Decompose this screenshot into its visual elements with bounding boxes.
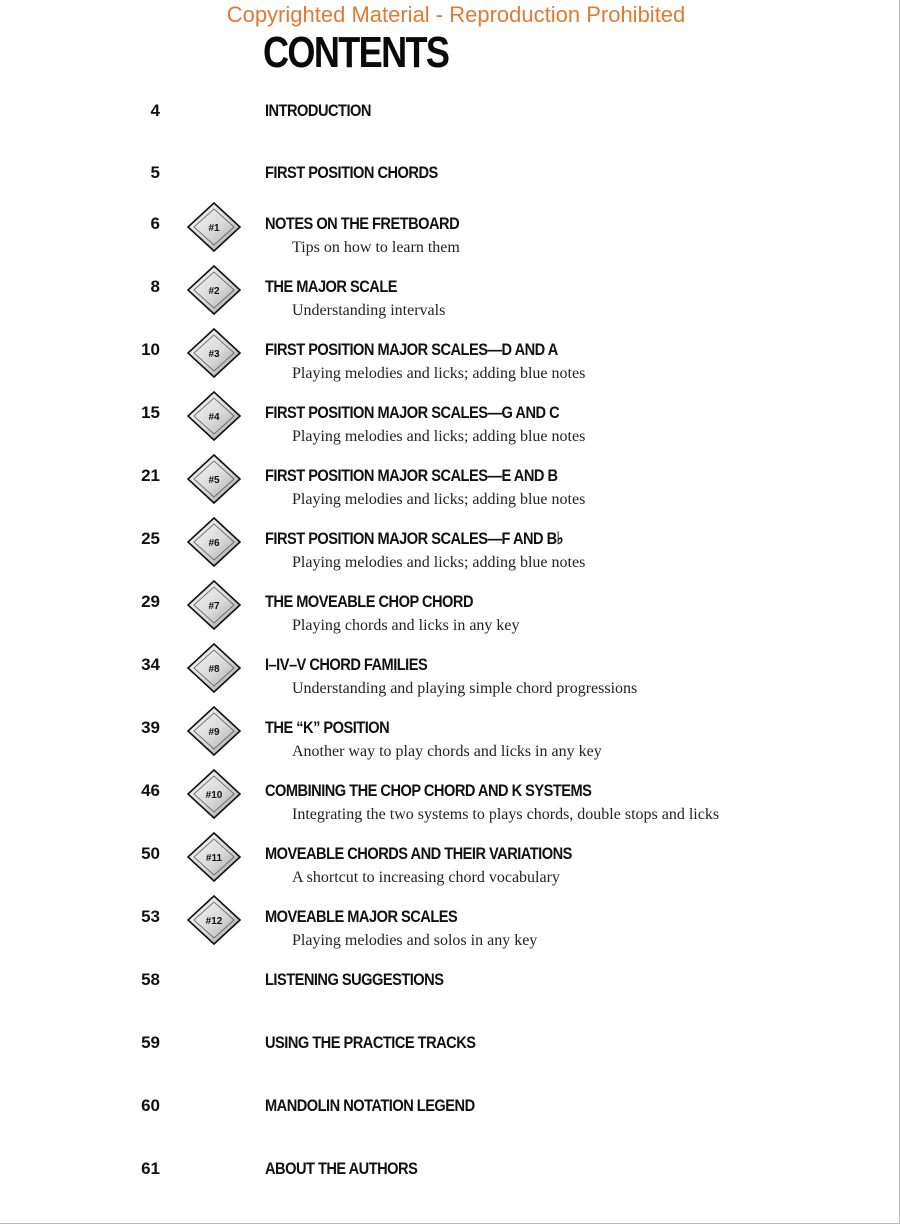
toc-page-number: 4 (150, 101, 160, 120)
toc-entry-title: FIRST POSITION CHORDS (265, 163, 438, 182)
toc-entry-subtitle: Playing melodies and licks; adding blue notes (292, 554, 586, 571)
lesson-diamond-badge (186, 264, 242, 316)
lesson-diamond-badge (186, 642, 242, 694)
toc-entry-title: ABOUT THE AUTHORS (265, 1159, 418, 1178)
toc-entry[interactable] (0, 781, 900, 841)
toc-entry[interactable] (0, 1096, 900, 1156)
lesson-number: #7 (208, 601, 220, 612)
toc-entry[interactable] (0, 1159, 900, 1219)
lesson-number: #4 (208, 412, 220, 423)
toc-entry-subtitle: Playing chords and licks in any key (292, 617, 520, 634)
toc-entry-subtitle: Tips on how to learn them (292, 239, 460, 256)
toc-entry-title: THE MOVEABLE CHOP CHORD (265, 592, 473, 611)
toc-page-number: 58 (141, 970, 160, 989)
toc-page-number: 46 (141, 781, 160, 800)
toc-entry[interactable] (0, 466, 900, 526)
toc-entry[interactable] (0, 592, 900, 652)
toc-entry-subtitle: Understanding intervals (292, 302, 446, 319)
toc-entry[interactable] (0, 403, 900, 463)
toc-page-number: 21 (141, 466, 160, 485)
toc-entry-title: FIRST POSITION MAJOR SCALES—G AND C (265, 403, 560, 422)
lesson-number: #5 (208, 475, 220, 486)
toc-page-number: 59 (141, 1033, 160, 1052)
toc-page-number: 5 (150, 163, 160, 182)
toc-page-number: 25 (141, 529, 160, 548)
toc-entry-subtitle: Playing melodies and solos in any key (292, 932, 538, 949)
toc-entry-title: FIRST POSITION MAJOR SCALES—E AND B (265, 466, 558, 485)
toc-entry-title: THE MAJOR SCALE (265, 277, 397, 296)
toc-page-number: 34 (141, 655, 160, 674)
toc-page-number: 15 (141, 403, 160, 422)
toc-entry-title: I–IV–V CHORD FAMILIES (265, 655, 428, 674)
copyright-watermark: Copyrighted Material - Reproduction Prohibited (226, 2, 686, 27)
lesson-diamond-badge (186, 894, 242, 946)
lesson-diamond-badge (186, 579, 242, 631)
toc-page-number: 60 (141, 1096, 160, 1115)
toc-entry[interactable] (0, 277, 900, 337)
toc-entry-title: COMBINING THE CHOP CHORD AND K SYSTEMS (265, 781, 592, 800)
toc-entry-title: USING THE PRACTICE TRACKS (265, 1033, 476, 1052)
toc-entry[interactable] (0, 101, 900, 161)
lesson-diamond-badge (186, 831, 242, 883)
lesson-diamond-badge (186, 768, 242, 820)
toc-entry[interactable] (0, 718, 900, 778)
lesson-number: #10 (205, 790, 223, 801)
lesson-number: #11 (205, 853, 223, 864)
toc-entry-subtitle: Playing melodies and licks; adding blue notes (292, 428, 586, 445)
toc-entry[interactable] (0, 655, 900, 715)
toc-page-number: 6 (150, 214, 160, 233)
toc-entry-title: LISTENING SUGGESTIONS (265, 970, 444, 989)
toc-page-number: 10 (141, 340, 160, 359)
toc-entry-subtitle: Playing melodies and licks; adding blue notes (292, 365, 586, 382)
toc-page-number: 29 (141, 592, 160, 611)
toc-entry[interactable] (0, 340, 900, 400)
toc-entry-title: FIRST POSITION MAJOR SCALES—D AND A (265, 340, 558, 359)
lesson-number: #6 (208, 538, 220, 549)
lesson-number: #1 (208, 223, 220, 234)
toc-page-number: 39 (141, 718, 160, 737)
lesson-number: #8 (208, 664, 220, 675)
toc-entry[interactable] (0, 214, 900, 274)
toc-entry-subtitle: A shortcut to increasing chord vocabulary (292, 869, 560, 886)
lesson-diamond-badge (186, 327, 242, 379)
toc-entry-subtitle: Playing melodies and licks; adding blue notes (292, 491, 586, 508)
toc-entry-title: FIRST POSITION MAJOR SCALES—F AND B♭ (265, 529, 564, 548)
toc-page-number: 53 (141, 907, 160, 926)
toc-entry[interactable] (0, 907, 900, 967)
page-title: CONTENTS (263, 28, 449, 77)
toc-entry-title: INTRODUCTION (265, 101, 371, 120)
lesson-number: #3 (208, 349, 220, 360)
lesson-number: #9 (208, 727, 220, 738)
toc-entry-title: MANDOLIN NOTATION LEGEND (265, 1096, 475, 1115)
toc-page-number: 61 (141, 1159, 160, 1178)
toc-page-number: 8 (150, 277, 160, 296)
toc-entry-subtitle: Understanding and playing simple chord progressions (292, 680, 638, 697)
toc-entry-title: MOVEABLE CHORDS AND THEIR VARIATIONS (265, 844, 572, 863)
toc-entry-title: THE “K” POSITION (265, 718, 390, 737)
toc-entry-subtitle: Another way to play chords and licks in any key (292, 743, 602, 760)
lesson-number: #12 (205, 916, 223, 927)
toc-entry-title: MOVEABLE MAJOR SCALES (265, 907, 458, 926)
toc-page-number: 50 (141, 844, 160, 863)
toc-entry[interactable] (0, 844, 900, 904)
toc-entry[interactable] (0, 1033, 900, 1093)
lesson-diamond-badge (186, 390, 242, 442)
lesson-number: #2 (208, 286, 220, 297)
toc-entry-title: NOTES ON THE FRETBOARD (265, 214, 460, 233)
toc-entry-subtitle: Integrating the two systems to plays chords, double stops and licks (292, 806, 720, 823)
toc-entry[interactable] (0, 529, 900, 589)
lesson-diamond-badge (186, 201, 242, 253)
lesson-diamond-badge (186, 516, 242, 568)
lesson-diamond-badge (186, 453, 242, 505)
toc-entry[interactable] (0, 970, 900, 1030)
lesson-diamond-badge (186, 705, 242, 757)
